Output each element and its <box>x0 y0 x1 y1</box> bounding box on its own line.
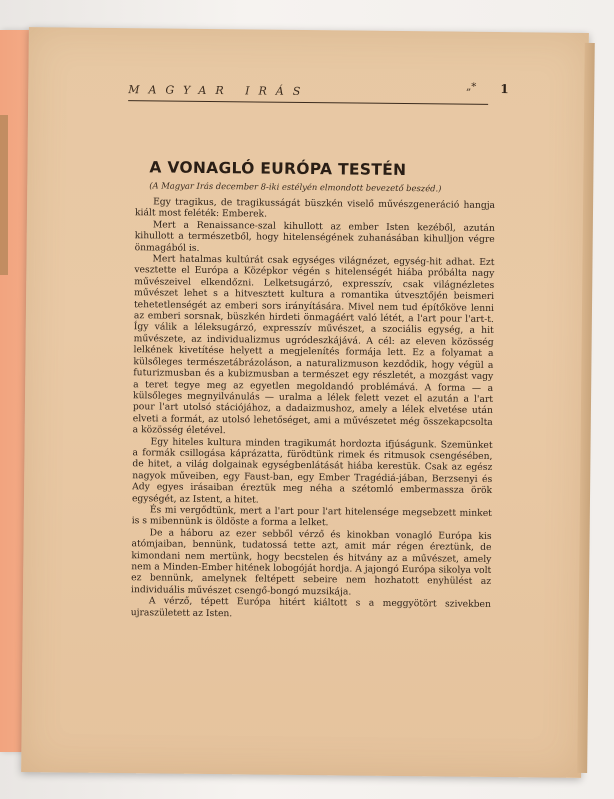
paragraph: De a háboru az ezer sebből vérző és kinokban vonagló Európa kis atómjaiban, bennünk, tudatossá tette azt, amit már régen éreztünk, de kimondani nem mertünk, hogy becstelen és hitvány az a művészet, amely nem a Minden-Ember hitének lobogóját hordja. A jajongó Európa sikolya volt ez bennünk, amelynek feltépett sebeire nem hozhatott enyhülést az individuális művészet csengő-bongó muzsikája. <box>130 527 492 598</box>
paragraph: És mi vergődtünk, mert a l'art pour l'art hitelensége megsebzett minket is s mibennünk is öldöste a forma a lelket. <box>131 504 492 529</box>
paragraph: Egy hiteles kultura minden tragikumát hordozta ifjúságunk. Szemünket a formák csillogása káprázatta, fürödtünk rimek és ritmusok csengésében, de hitet, a világ dolgainak egységbenlátását hiába kerestük. Csak az egész nagyok műveiben, egy Faust-ban, egy Ember Tragédiá-jában, Berzsenyi és Ady egyes irásaiban éreztük meg néha a szétomló embermassza örök egységét, az Istent, a hitet. <box>131 435 493 506</box>
paragraph: Mert a Renaissance-szal kihullott az ember Isten kezéből, azután kihullott a természetből, hogy hitelenségének zuhanásában kihulljon végre önmagából is. <box>134 219 495 254</box>
article-body <box>131 196 495 622</box>
cover-inner-strip <box>0 115 8 275</box>
page-number: 1 <box>500 82 509 97</box>
running-header-title: MAGYAR IRÁS <box>128 83 310 99</box>
magazine-page <box>21 27 589 778</box>
article-subtitle: (A Magyar Irás december 8-iki estélyén elmondott bevezető beszéd.) <box>149 180 442 194</box>
ornament-mark: „* <box>466 81 477 93</box>
running-header <box>128 78 488 105</box>
paragraph: Egy tragikus, de tragikusságát büszkén viselő művészgeneráció hangja kiált most feléték: Emberek. <box>134 196 496 220</box>
article-title: A VONAGLÓ EURÓPA TESTÉN <box>149 158 407 180</box>
paragraph: A vérző, tépett Európa hitért kiáltott s a meggyötört szivekben ujraszületett az Isten. <box>130 595 491 619</box>
paragraph: Mert hatalmas kultúrát csak egységes világnézet, egység-hit adhat. Ezt vesztette el Európa a Középkor végén s hitelenségét hiába próbálta nagy művészeivel elkendőzni. Lelketsugárzó, expresszív, csak világnézletes művészet lehet s a hitvesztett kultura a romantika útvesztőjén beismeri tehetetlenségét az emberi sors irányítására. Mivel nem tud építőköve lenni az emberi sorsnak, büszkén hirdeti önmagáért való létét, a l'art pour l'art-t. Így válik a léleksugárzó, expresszív művészet, a szociális egység, a hit művészete, az individualizmus ugródeszkájává. A cél: az eleven közösség lelkének kivetítése helyett a megjelenítés formája lett. Ez a folyamat a külsőleges természetábrázoláson, a naturalizmuson kezdődik, hogy végül a futurizmusban és a kubizmusban a természet egy részletét, a mozgást vagy a teret tegye meg az egyetlen megoldandó problémává. A forma — a külsőleges megnyilvánulás — uralma a lélek felett vezet el azután a l'art pour l'art utolsó stációjához, a dadaizmushoz, amely a lélek elvetése után elveti a formát, az utolsó lehetőséget, ami a művészetet még összekapcsolta a közösség életével. <box>132 253 495 437</box>
